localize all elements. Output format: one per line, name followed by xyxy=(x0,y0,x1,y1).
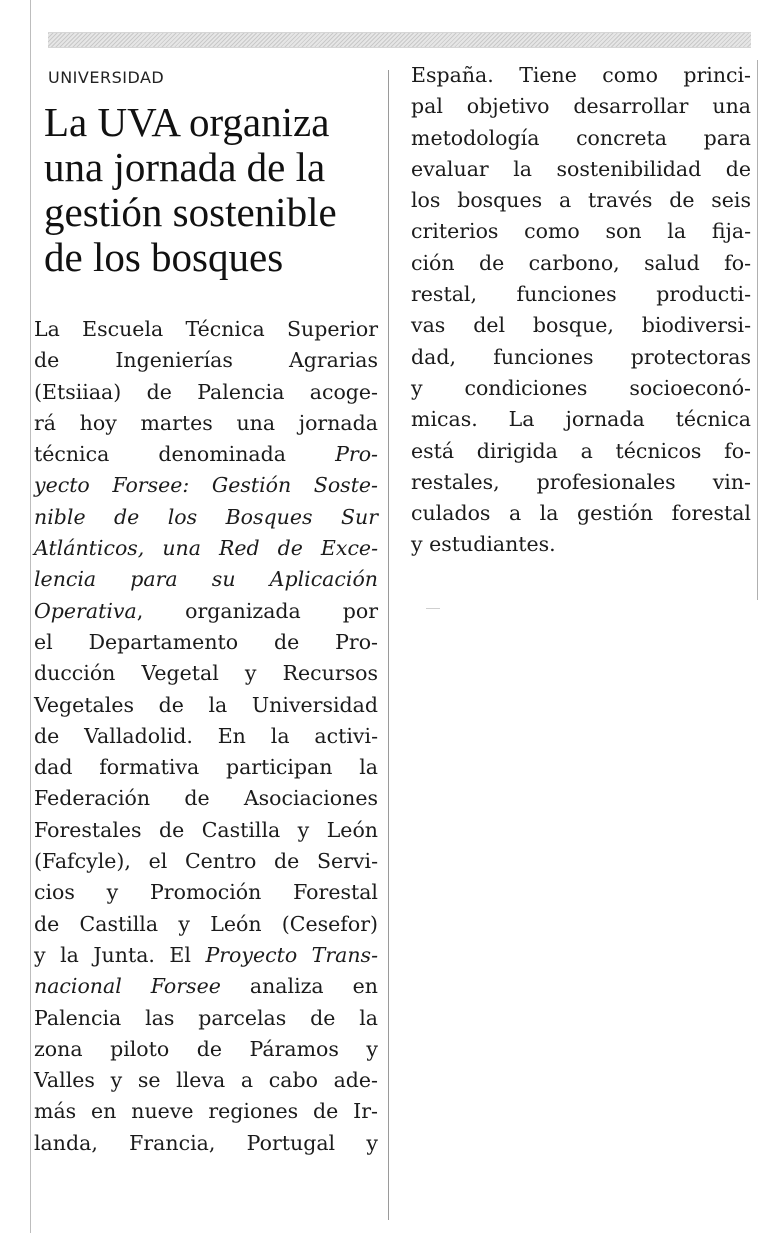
body-text: está dirigida a técnicos fo- xyxy=(411,438,751,463)
body-line xyxy=(34,721,378,752)
body-line xyxy=(34,408,378,439)
article-body-left-column xyxy=(34,314,378,1159)
body-text: dad, funciones protectoras xyxy=(411,344,751,369)
body-text: analiza en xyxy=(220,974,378,999)
body-line xyxy=(34,533,378,564)
body-line xyxy=(34,877,378,908)
body-line xyxy=(34,1128,378,1159)
body-line xyxy=(411,123,751,154)
body-line xyxy=(411,404,751,435)
body-text: de Ingenierías Agrarias xyxy=(34,348,378,373)
body-line xyxy=(34,377,378,408)
body-line xyxy=(411,60,751,91)
body-line xyxy=(411,373,751,404)
body-text: técnica denominada xyxy=(34,442,336,467)
body-line xyxy=(34,345,378,376)
body-text: Federación de Asociaciones xyxy=(34,786,378,811)
body-line xyxy=(34,439,378,470)
body-line xyxy=(34,627,378,658)
body-text: landa, Francia, Portugal y xyxy=(34,1130,378,1155)
body-text: La Escuela Técnica Superior xyxy=(34,317,378,341)
body-line xyxy=(411,529,751,560)
body-line xyxy=(34,815,378,846)
body-line xyxy=(34,940,378,971)
body-text: culados a la gestión forestal xyxy=(411,501,751,526)
body-text: evaluar la sostenibilidad de xyxy=(411,156,751,181)
right-rule xyxy=(757,60,758,600)
body-text: España. Tiene como princi- xyxy=(411,63,751,87)
body-text: restales, profesionales vin- xyxy=(411,469,751,494)
body-text: cios y Promoción Forestal xyxy=(34,880,378,905)
body-line xyxy=(34,1065,378,1096)
body-text: el Departamento de Pro- xyxy=(34,629,378,654)
body-line xyxy=(411,436,751,467)
body-line xyxy=(411,310,751,341)
body-line xyxy=(34,783,378,814)
body-text: vas del bosque, biodiversi- xyxy=(411,313,751,338)
body-text: dad formativa participan la xyxy=(34,755,378,780)
body-text-italic: yecto Forsee: Gestión Soste- xyxy=(34,473,378,498)
body-text: Vegetales de la Universidad xyxy=(34,692,378,717)
body-text-italic: Proyecto Trans- xyxy=(205,942,378,967)
body-text: más en nueve regiones de Ir- xyxy=(34,1099,378,1124)
body-text: y condiciones socioeconó- xyxy=(411,375,751,400)
top-rule xyxy=(48,32,751,48)
body-line xyxy=(411,279,751,310)
section-label: UNIVERSIDAD xyxy=(48,68,165,87)
body-line xyxy=(411,154,751,185)
body-text: (Etsiiaa) de Palencia acoge- xyxy=(34,379,378,404)
body-line xyxy=(411,91,751,122)
end-mark xyxy=(426,608,440,609)
body-text: de Valladolid. En la activi- xyxy=(34,723,378,748)
body-line xyxy=(34,1096,378,1127)
body-text: criterios como son la fija- xyxy=(411,219,751,244)
body-text: metodología concreta para xyxy=(411,125,751,150)
body-text: zona piloto de Páramos y xyxy=(34,1036,378,1061)
body-text-italic: Atlánticos, una Red de Exce- xyxy=(34,536,378,561)
body-line xyxy=(34,1034,378,1065)
article-body-right-column xyxy=(411,60,751,561)
body-text: de Castilla y León (Cesefor) xyxy=(34,911,378,936)
body-text: Forestales de Castilla y León xyxy=(34,817,378,842)
body-line xyxy=(411,248,751,279)
body-line xyxy=(34,846,378,877)
body-line xyxy=(34,596,378,627)
body-text: los bosques a través de seis xyxy=(411,188,751,213)
body-text: ción de carbono, salud fo- xyxy=(411,250,751,275)
body-text: , organizada por xyxy=(136,598,378,623)
column-rule xyxy=(388,70,389,1220)
body-text: (Fafcyle), el Centro de Servi- xyxy=(34,849,378,874)
body-text: ducción Vegetal y Recursos xyxy=(34,661,378,686)
body-text: restal, funciones producti- xyxy=(411,282,751,307)
body-text-italic: nible de los Bosques Sur xyxy=(34,504,378,529)
body-line xyxy=(34,1003,378,1034)
body-text: rá hoy martes una jornada xyxy=(34,410,378,435)
body-line xyxy=(411,216,751,247)
body-line xyxy=(34,690,378,721)
body-line xyxy=(34,971,378,1002)
body-text: Valles y se lleva a cabo ade- xyxy=(34,1068,378,1093)
headline: La UVA organiza una jornada de la gestión sostenible de los bosques xyxy=(44,99,337,280)
body-line xyxy=(411,467,751,498)
body-line xyxy=(411,498,751,529)
page-left-edge xyxy=(30,0,31,1233)
body-line xyxy=(34,564,378,595)
body-text-italic: nacional Forsee xyxy=(34,974,221,999)
body-text-italic: lencia para su Aplicación xyxy=(34,567,378,592)
body-line xyxy=(411,185,751,216)
body-text-italic: Operativa xyxy=(34,598,137,623)
body-line xyxy=(34,909,378,940)
body-line xyxy=(34,502,378,533)
body-line xyxy=(34,658,378,689)
body-line xyxy=(34,314,378,345)
body-text: Palencia las parcelas de la xyxy=(34,1005,378,1030)
body-line xyxy=(411,342,751,373)
body-text: y la Junta. El xyxy=(34,942,206,967)
body-text: pal objetivo desarrollar una xyxy=(411,94,751,119)
body-line xyxy=(34,470,378,501)
body-text-italic: Pro- xyxy=(335,442,378,467)
body-text: micas. La jornada técnica xyxy=(411,407,751,432)
body-line xyxy=(34,752,378,783)
body-text: y estudiantes. xyxy=(411,532,556,557)
